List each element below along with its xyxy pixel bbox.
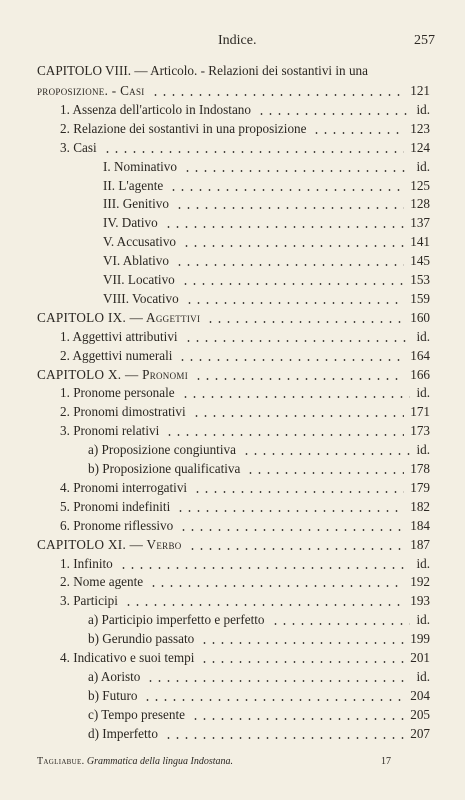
toc-entry-page: id. <box>416 101 430 117</box>
toc-entry-page: 207 <box>410 725 430 741</box>
dot-leader <box>312 132 404 134</box>
toc-entry-label: b) Futuro <box>88 687 138 703</box>
toc-entry <box>0 214 465 234</box>
toc-entry-label: I. Nominativo <box>103 158 177 174</box>
dot-leader <box>146 680 410 682</box>
toc-entry-page: id. <box>416 612 430 628</box>
toc-entry-label: 2. Pronomi dimostrativi <box>60 404 186 420</box>
dot-leader <box>175 264 404 266</box>
toc-entry <box>0 366 465 386</box>
dot-leader <box>188 548 404 550</box>
toc-entry-page: 166 <box>410 366 430 382</box>
footer-signature-number: 17 <box>381 756 391 767</box>
toc-entry-page: 201 <box>410 650 430 665</box>
toc-entry-page: 184 <box>410 517 430 533</box>
toc-entry-label: c) Tempo presente <box>88 706 185 722</box>
dot-leader <box>191 718 404 720</box>
dot-leader <box>143 699 404 701</box>
toc-entry-label: 4. Indicativo e suoi tempi <box>60 650 195 665</box>
toc-entry-label: b) Proposizione qualificativa <box>88 461 241 476</box>
dot-leader <box>185 302 404 304</box>
dot-leader <box>181 396 410 398</box>
toc-entry <box>0 573 465 593</box>
toc-entry <box>0 555 465 575</box>
toc-entry-label: VI. Ablativo <box>103 253 169 269</box>
dot-leader <box>271 623 410 625</box>
toc-entry-label: II. L'agente <box>103 177 164 193</box>
toc-entry-page: 178 <box>410 461 430 476</box>
toc-entry-page: 159 <box>410 290 430 306</box>
toc-entry-label: V. Accusativo <box>103 234 177 250</box>
toc-entry <box>0 384 465 404</box>
toc-entry-page: id. <box>416 555 430 571</box>
dot-leader <box>175 207 404 209</box>
toc-entry <box>0 611 465 631</box>
toc-entry <box>0 252 465 272</box>
dot-leader <box>179 529 404 531</box>
dot-leader <box>206 321 404 323</box>
toc-entry-label: 5. Pronomi indefiniti <box>60 498 171 514</box>
toc-entry <box>0 82 465 102</box>
dot-leader <box>176 510 404 512</box>
toc-entry-label: 3. Casi <box>60 139 97 155</box>
dot-leader <box>151 94 404 96</box>
toc-entry-label: proposizione. - Casi <box>37 83 145 98</box>
toc-entry <box>0 309 465 329</box>
toc-entry-label: a) Aoristo <box>88 668 141 684</box>
dot-leader <box>103 151 404 153</box>
toc-entry <box>0 687 465 707</box>
chapter-title: CAPITOLO VIII. — Articolo. - Relazioni dei sostantivi in una <box>37 63 368 78</box>
dot-leader <box>242 453 410 455</box>
toc-entry-label: VIII. Vocativo <box>103 290 179 306</box>
toc-entry-page: 121 <box>410 83 430 98</box>
dot-leader <box>164 737 404 739</box>
toc-entry <box>0 139 465 159</box>
toc-entry-page: id. <box>416 385 430 401</box>
toc-entry <box>0 479 465 499</box>
toc-entry <box>0 536 465 556</box>
toc-entry-page: 205 <box>410 706 430 722</box>
toc-entry <box>0 725 465 745</box>
dot-leader <box>193 491 404 493</box>
toc-entry-label: CAPITOLO XI. — Verbo <box>37 536 182 552</box>
toc-entry <box>0 271 465 291</box>
page-footer <box>0 756 465 772</box>
toc-entry-label: VII. Locativo <box>103 272 175 287</box>
toc-entry-label: CAPITOLO X. — Pronomi <box>37 366 188 382</box>
toc-entry-label: 6. Pronome riflessivo <box>60 517 174 533</box>
toc-entry-page: 164 <box>410 347 430 363</box>
toc-entry-label: 1. Infinito <box>60 555 113 571</box>
toc-entry <box>0 233 465 253</box>
toc-entry-label: d) Imperfetto <box>88 725 158 741</box>
header-page-number: 257 <box>414 33 435 48</box>
dot-leader <box>124 604 404 606</box>
dot-leader <box>164 226 404 228</box>
footer-author: Tagliabue. <box>37 756 85 767</box>
toc-entry-page: 204 <box>410 687 430 703</box>
toc-entry-page: id. <box>416 668 430 684</box>
footer-signature-line <box>37 756 233 767</box>
running-header <box>0 33 465 53</box>
toc-entry-label: 1. Assenza dell'articolo in Indostano <box>60 101 251 117</box>
toc-entry-page: id. <box>416 442 430 458</box>
toc-entry <box>0 592 465 612</box>
dot-leader <box>246 472 404 474</box>
toc-entry-label: 3. Participi <box>60 593 118 609</box>
toc-entry <box>0 328 465 348</box>
toc-entry <box>0 649 465 669</box>
toc-entry-label: 2. Relazione dei sostantivi in una proposizione <box>60 120 307 136</box>
toc-entry-label: CAPITOLO IX. — Aggettivi <box>37 309 201 325</box>
toc-entry-page: id. <box>416 158 430 174</box>
toc-entry <box>0 101 465 121</box>
chapter-heading <box>0 62 465 82</box>
toc-entry <box>0 290 465 310</box>
dot-leader <box>149 585 404 587</box>
dot-leader <box>257 113 410 115</box>
toc-entry-page: 145 <box>410 253 430 269</box>
toc-entry-page: 171 <box>410 404 430 420</box>
toc-entry-page: 192 <box>410 574 430 590</box>
toc-entry-label: IV. Dativo <box>103 215 158 231</box>
toc-entry-page: 125 <box>410 177 430 193</box>
toc-entry-label: 3. Pronomi relativi <box>60 423 160 439</box>
toc-entry <box>0 460 465 480</box>
dot-leader <box>119 567 410 569</box>
toc-entry <box>0 517 465 537</box>
toc-entry-page: 179 <box>410 479 430 495</box>
toc-entry-label: 2. Aggettivi numerali <box>60 347 173 363</box>
toc-entry-page: 182 <box>410 498 430 514</box>
toc-entry-page: 128 <box>410 196 430 212</box>
dot-leader <box>200 642 404 644</box>
toc-entry-label: III. Genitivo <box>103 196 169 212</box>
dot-leader <box>181 283 404 285</box>
toc-entry <box>0 177 465 197</box>
toc-entry-page: 137 <box>410 215 430 231</box>
toc-entry <box>0 120 465 140</box>
toc-entry-page: 193 <box>410 593 430 609</box>
dot-leader <box>165 434 404 436</box>
dot-leader <box>178 359 404 361</box>
toc-entry-page: 123 <box>410 120 430 136</box>
toc-entry <box>0 668 465 688</box>
toc-entry-page: 199 <box>410 631 430 647</box>
toc-entry <box>0 158 465 178</box>
header-title: Indice. <box>218 33 257 48</box>
toc-entry <box>0 347 465 367</box>
toc-entry <box>0 422 465 442</box>
toc-entry-page: 173 <box>410 423 430 439</box>
toc-entry <box>0 441 465 461</box>
toc-entry-page: 141 <box>410 234 430 250</box>
toc-entry <box>0 403 465 423</box>
toc-entry <box>0 630 465 650</box>
toc-entry-label: a) Proposizione congiuntiva <box>88 442 236 458</box>
toc-entry-label: b) Gerundio passato <box>88 631 195 647</box>
toc-entry-page: 187 <box>410 536 430 552</box>
dot-leader <box>200 661 404 663</box>
toc-entry-page: 160 <box>410 309 430 325</box>
toc-entry <box>0 498 465 518</box>
dot-leader <box>182 245 404 247</box>
dot-leader <box>192 415 404 417</box>
dot-leader <box>184 340 410 342</box>
toc-entry-label: a) Participio imperfetto e perfetto <box>88 612 265 628</box>
toc-entry <box>0 195 465 215</box>
footer-work: Grammatica della lingua Indostana. <box>86 756 233 767</box>
dot-leader <box>194 378 404 380</box>
dot-leader <box>183 170 410 172</box>
toc-entry-label: 2. Nome agente <box>60 574 144 590</box>
toc-entry-page: 153 <box>410 272 430 287</box>
toc-entry-page: id. <box>416 328 430 344</box>
toc-entry-label: 4. Pronomi interrogativi <box>60 479 188 495</box>
dot-leader <box>169 189 404 191</box>
toc-entry-label: 1. Aggettivi attributivi <box>60 328 178 344</box>
toc-entry-page: 124 <box>410 139 430 155</box>
toc-entry <box>0 706 465 726</box>
toc-entry-label: 1. Pronome personale <box>60 385 175 401</box>
